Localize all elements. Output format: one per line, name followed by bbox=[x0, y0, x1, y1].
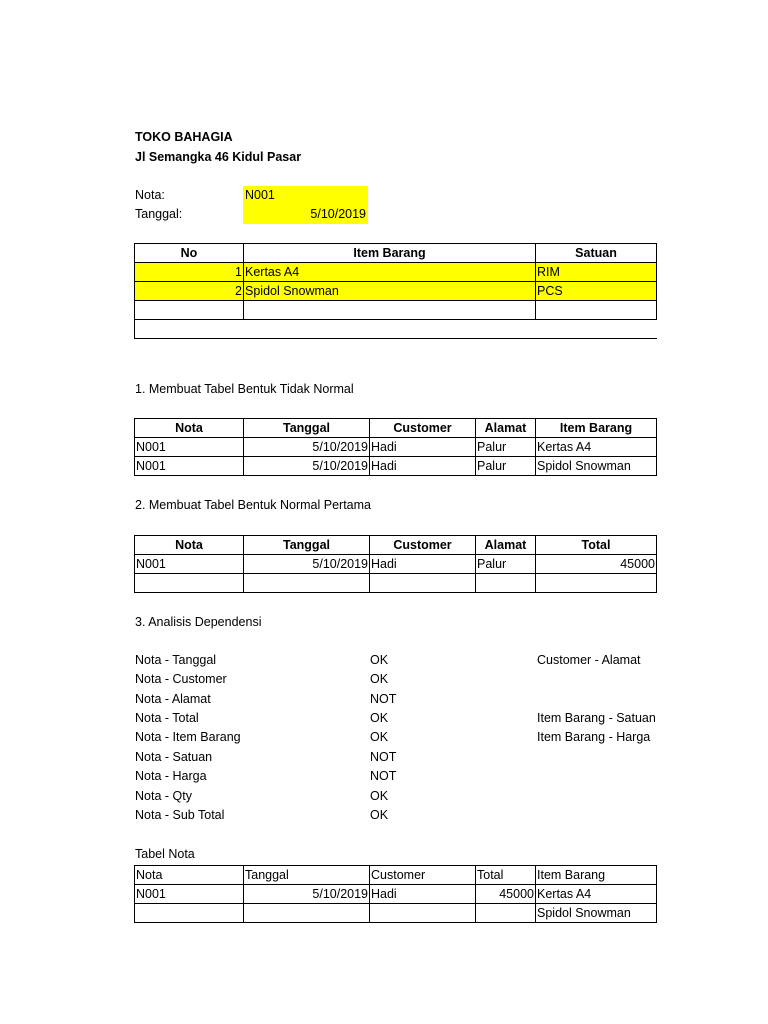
table-cell: 5/10/2019 bbox=[244, 457, 370, 476]
table-cell: Kertas A4 bbox=[536, 438, 657, 457]
table-cell: 2 bbox=[135, 282, 244, 301]
dependency-pair: Nota - Item Barang bbox=[135, 730, 241, 744]
column-header: Nota bbox=[135, 536, 244, 555]
table-cell: Palur bbox=[476, 457, 536, 476]
table-row bbox=[135, 263, 657, 282]
table-header-row bbox=[135, 244, 657, 263]
table-cell bbox=[536, 574, 657, 593]
column-header: Nota bbox=[135, 419, 244, 438]
dependency-status: NOT bbox=[370, 692, 397, 706]
dependency-status: NOT bbox=[370, 750, 397, 764]
table-cell bbox=[536, 301, 657, 320]
column-header: Item Barang bbox=[536, 419, 657, 438]
unnormalized-table bbox=[134, 418, 657, 476]
dependency-pair: Nota - Total bbox=[135, 711, 199, 725]
table-cell: N001 bbox=[135, 438, 244, 457]
table-cell bbox=[135, 904, 244, 923]
column-header: Item Barang bbox=[536, 866, 657, 885]
table-row bbox=[135, 555, 657, 574]
table-cell: Palur bbox=[476, 555, 536, 574]
table-cell bbox=[135, 574, 244, 593]
table-row bbox=[135, 320, 657, 339]
column-header: Tanggal bbox=[244, 536, 370, 555]
dependency-note: Customer - Alamat bbox=[537, 653, 641, 667]
table-cell: Hadi bbox=[370, 457, 476, 476]
table-cell: Hadi bbox=[370, 438, 476, 457]
table-cell: Hadi bbox=[370, 555, 476, 574]
dependency-status: OK bbox=[370, 789, 389, 803]
column-header: Satuan bbox=[536, 244, 657, 263]
nota-value: N001 bbox=[243, 186, 368, 205]
table-cell bbox=[244, 320, 536, 339]
table-row bbox=[135, 438, 657, 457]
table-cell: Hadi bbox=[370, 885, 476, 904]
nota-table bbox=[134, 865, 657, 923]
column-header: No bbox=[135, 244, 244, 263]
column-header: Nota bbox=[135, 866, 244, 885]
section2-title: 2. Membuat Tabel Bentuk Normal Pertama bbox=[135, 498, 371, 512]
table-cell bbox=[370, 574, 476, 593]
store-address: Jl Semangka 46 Kidul Pasar bbox=[135, 150, 302, 164]
dependency-pair: Nota - Alamat bbox=[135, 692, 211, 706]
dependency-status: NOT bbox=[370, 769, 397, 783]
column-header: Total bbox=[476, 866, 536, 885]
table-cell: PCS bbox=[536, 282, 657, 301]
table-cell: N001 bbox=[135, 885, 244, 904]
column-header: Customer bbox=[370, 866, 476, 885]
date-value: 5/10/2019 bbox=[243, 205, 368, 224]
first-normal-form-table bbox=[134, 535, 657, 593]
table-row bbox=[135, 574, 657, 593]
table-cell: N001 bbox=[135, 457, 244, 476]
column-header: Customer bbox=[370, 536, 476, 555]
dependency-note: Item Barang - Satuan bbox=[537, 711, 656, 725]
table-cell: 45000 bbox=[476, 885, 536, 904]
table-cell bbox=[476, 904, 536, 923]
table-header-row bbox=[135, 536, 657, 555]
section3-title: 3. Analisis Dependensi bbox=[135, 615, 262, 629]
table-cell bbox=[536, 320, 657, 339]
table-cell: Spidol Snowman bbox=[536, 904, 657, 923]
table-cell bbox=[370, 904, 476, 923]
dependency-pair: Nota - Qty bbox=[135, 789, 192, 803]
table-cell bbox=[476, 574, 536, 593]
dependency-status: OK bbox=[370, 711, 389, 725]
table-cell: 5/10/2019 bbox=[244, 885, 370, 904]
tabel-nota-title: Tabel Nota bbox=[135, 847, 195, 861]
dependency-pair: Nota - Satuan bbox=[135, 750, 213, 764]
table-cell: Spidol Snowman bbox=[536, 457, 657, 476]
column-header: Tanggal bbox=[244, 419, 370, 438]
dependency-status: OK bbox=[370, 653, 389, 667]
store-name: TOKO BAHAGIA bbox=[135, 130, 233, 144]
column-header: Tanggal bbox=[244, 866, 370, 885]
dependency-status: OK bbox=[370, 672, 389, 686]
section1-title: 1. Membuat Tabel Bentuk Tidak Normal bbox=[135, 382, 354, 396]
date-label: Tanggal: bbox=[135, 207, 183, 221]
column-header: Total bbox=[536, 536, 657, 555]
table-row bbox=[135, 885, 657, 904]
table-cell: 5/10/2019 bbox=[244, 555, 370, 574]
dependency-status: OK bbox=[370, 808, 389, 822]
column-header: Alamat bbox=[476, 536, 536, 555]
table-cell bbox=[244, 574, 370, 593]
table-cell: Palur bbox=[476, 438, 536, 457]
dependency-pair: Nota - Customer bbox=[135, 672, 227, 686]
dependency-note: Item Barang - Harga bbox=[537, 730, 651, 744]
dependency-pair: Nota - Harga bbox=[135, 769, 207, 783]
table-cell bbox=[135, 320, 244, 339]
dependency-status: OK bbox=[370, 730, 389, 744]
dependency-pair: Nota - Tanggal bbox=[135, 653, 217, 667]
table-cell: 1 bbox=[135, 263, 244, 282]
column-header: Alamat bbox=[476, 419, 536, 438]
table-cell bbox=[135, 301, 244, 320]
table-cell: RIM bbox=[536, 263, 657, 282]
table-cell: N001 bbox=[135, 555, 244, 574]
table-cell: Kertas A4 bbox=[536, 885, 657, 904]
table-cell: 5/10/2019 bbox=[244, 438, 370, 457]
table-cell: 45000 bbox=[536, 555, 657, 574]
table-row bbox=[135, 301, 657, 320]
table-cell bbox=[244, 904, 370, 923]
table-row bbox=[135, 457, 657, 476]
table-cell bbox=[244, 301, 536, 320]
table-cell: Kertas A4 bbox=[244, 263, 536, 282]
column-header: Item Barang bbox=[244, 244, 536, 263]
dependency-pair: Nota - Sub Total bbox=[135, 808, 225, 822]
table-row bbox=[135, 282, 657, 301]
table-header-row bbox=[135, 419, 657, 438]
table-row bbox=[135, 904, 657, 923]
table-header-row bbox=[135, 866, 657, 885]
column-header: Customer bbox=[370, 419, 476, 438]
nota-label: Nota: bbox=[135, 188, 165, 202]
table-cell: Spidol Snowman bbox=[244, 282, 536, 301]
items-table bbox=[134, 243, 657, 339]
